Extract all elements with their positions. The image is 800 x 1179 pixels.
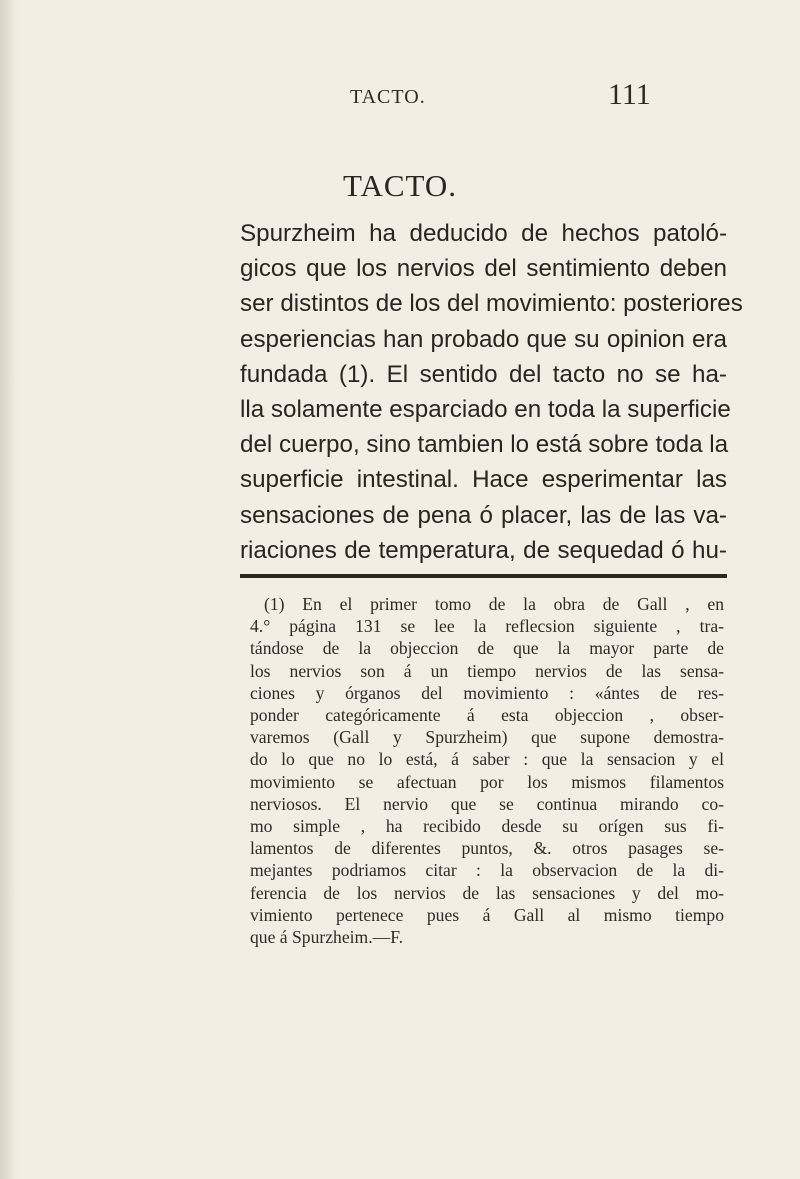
footnote-line: mo simple , ha recibido desde su orígen sus fi- bbox=[250, 816, 724, 837]
running-head: TACTO. bbox=[350, 86, 426, 108]
body-paragraph bbox=[240, 216, 743, 568]
body-line: sensaciones de pena ó placer, las de las va- bbox=[240, 501, 727, 529]
body-line: fundada (1). El sentido del tacto no se ha- bbox=[240, 360, 727, 388]
footnote-line: movimiento se afectuan por los mismos filamentos bbox=[250, 771, 724, 792]
footnote bbox=[250, 593, 724, 948]
footnote-line: 4.° página 131 se lee la reflecsion siguiente , tra- bbox=[250, 616, 724, 637]
footnote-line: ferencia de los nervios de las sensaciones y del mo- bbox=[250, 882, 724, 903]
footnote-divider bbox=[240, 574, 727, 578]
footnote-line: los nervios son á un tiempo nervios de las sensa- bbox=[250, 660, 724, 681]
footnote-line: que á Spurzheim.—F. bbox=[250, 927, 403, 948]
footnote-line: lamentos de diferentes puntos, &. otros pasages se- bbox=[250, 838, 724, 859]
body-line: Spurzheim ha deducido de hechos patoló- bbox=[240, 220, 727, 247]
body-line: riaciones de temperatura, de sequedad ó hu- bbox=[240, 536, 727, 564]
footnote-line: mejantes podriamos citar : la observacion de la di- bbox=[250, 860, 724, 881]
body-line: ser distintos de los del movimiento: posteriores bbox=[240, 290, 743, 318]
footnote-line: (1) En el primer tomo de la obra de Gall , en bbox=[264, 594, 724, 614]
footnote-line: vimiento pertenece pues á Gall al mismo tiempo bbox=[250, 904, 724, 925]
footnote-line: varemos (Gall y Spurzheim) que supone demostra- bbox=[250, 727, 724, 748]
page-number: 111 bbox=[608, 78, 651, 111]
footnote-line: nerviosos. El nervio que se continua mirando co- bbox=[250, 793, 724, 814]
body-line: gicos que los nervios del sentimiento deben bbox=[240, 255, 727, 283]
body-line: del cuerpo, sino tambien lo está sobre toda la bbox=[240, 431, 729, 459]
body-line: superficie intestinal. Hace esperimentar las bbox=[240, 466, 727, 494]
section-title: TACTO. bbox=[342, 168, 458, 203]
body-line: esperiencias han probado que su opinion era bbox=[240, 325, 727, 353]
footnote-line: ciones y órganos del movimiento : «ántes de res- bbox=[250, 682, 724, 703]
footnote-line: tándose de la objeccion de que la mayor parte de bbox=[250, 638, 724, 659]
body-line: lla solamente esparciado en toda la superficie bbox=[240, 396, 731, 424]
footnote-line: do lo que no lo está, á saber : que la sensacion y el bbox=[250, 749, 724, 770]
footnote-line: ponder categóricamente á esta objeccion , obser- bbox=[250, 705, 724, 726]
